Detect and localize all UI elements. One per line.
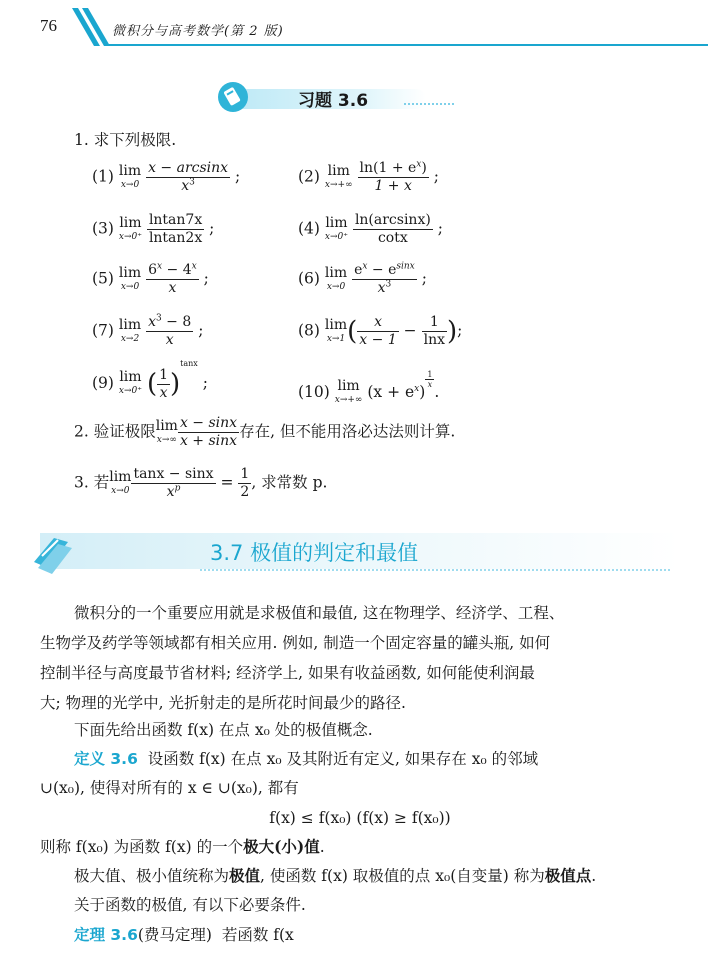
definition-3-6-line3: 则称 f(x₀) 为函数 f(x) 的一个极大(小)值.	[40, 837, 325, 856]
limit-operator: lim x→0	[324, 264, 348, 292]
exercise-item-8: (8) lim x→1 ( $\frac{x}{x - 1}$ − $\frac{1}{\ln x}$ );	[298, 314, 463, 348]
fraction: $\frac{\ln(\arcsin x)}{\cot x}$	[354, 212, 431, 246]
fraction: $\frac{1}{x}$	[159, 366, 169, 401]
page-number: 76	[40, 16, 57, 35]
limit-operator: lim x→0	[118, 264, 142, 292]
limit-operator: lim x→0⁺	[324, 214, 348, 242]
intro-paragraph: 微积分的一个重要应用就是求极值和最值, 这在物理学、经济学、工程、 生物学及药学等领域都有相关应用. 例如, 制造一个固定容量的罐头瓶, 如何 控制半径与高度最节省材料; 经济学上, 如果有收益函数, 如何能使利润最 大; 物理的光学中, 光折射走的是所花时间最少的路径.	[40, 604, 565, 712]
limit-operator: lim x→+∞	[334, 378, 363, 405]
extremum-terms-paragraph: 极大值、极小值统称为极值, 使函数 f(x) 取极值的点 x₀(自变量) 称为极值点.	[74, 866, 597, 885]
exercise-item-6: (6) lim x→0 $\frac{e^x - e^{sinx}}{x^3}$ ;	[298, 261, 427, 296]
exercise-item-9: (9) lim x→0⁺ ( $\frac{1}{x}$ )$^{tanx}$ ;	[92, 359, 208, 401]
fraction: $\frac{6^x - 4^x}{x}$	[148, 261, 197, 296]
question-2: 2. 验证极限 lim x→∞ $\frac{x - \sin x}{x + \sin x}$ 存在, 但不能用洛必达法则计算.	[74, 415, 456, 449]
exercise-item-2: (2) lim x→+∞ $\frac{\ln(1 + e^x)}{1 + x}$ ;	[298, 159, 439, 194]
exercise-item-3: (3) lim x→0⁺ $\frac{lntan7x}{lntan2x}$ ;	[92, 212, 215, 246]
book-stack-icon	[28, 528, 80, 580]
question-3: 3. 若 lim x→0 $\frac{\tan x - \sin x}{x^p}$ = $\frac{1}{2}$ , 求常数 p.	[74, 466, 328, 500]
theorem-label: 定理 3.6	[74, 926, 138, 944]
exercise-title-dots	[404, 103, 454, 105]
fraction: $\frac{x}{x - 1}$	[359, 314, 397, 348]
theorem-3-6-line: 定理 3.6(费马定理) 若函数 f(x	[74, 926, 294, 944]
extremum-intro-line: 下面先给出函数 f(x) 在点 x₀ 处的极值概念.	[74, 721, 373, 739]
limit-operator: lim x→0	[118, 162, 142, 190]
limit-operator: lim x→0⁺	[118, 369, 142, 396]
fraction: $\frac{lntan7x}{lntan2x}$	[148, 212, 203, 246]
limit-operator: lim x→1	[324, 316, 348, 344]
page-cutoff-fade	[330, 918, 630, 950]
exercise-item-10: (10) lim x→+∞ $(x + e^x)$ $\frac{1}{x}$ .	[298, 370, 440, 405]
book-title: 微积分与高考数学(第 2 版)	[112, 24, 284, 39]
fraction: $\frac{1}{\ln x}$	[423, 314, 445, 348]
limit-operator: lim x→2	[118, 316, 142, 344]
exercise-item-5: (5) lim x→0 $\frac{6^x - 4^x}{x}$ ;	[92, 261, 209, 296]
necessary-condition-line: 关于函数的极值, 有以下必要条件.	[74, 896, 306, 914]
section-title-dots	[200, 569, 670, 571]
fraction: $\frac{x - \arcsin x}{x^3}$	[148, 160, 229, 194]
exercise-item-4: (4) lim x→0⁺ $\frac{\ln(\arcsin x)}{\cot x}$ ;	[298, 212, 443, 246]
item-label: (1)	[92, 167, 114, 186]
fraction: $\frac{x^3 - 8}{x}$	[148, 313, 192, 348]
question-1-intro: 1. 求下列极限.	[74, 131, 177, 149]
pencil-badge-icon	[216, 80, 250, 114]
limit-operator: lim x→+∞	[324, 162, 353, 190]
exercise-item-7: (7) lim x→2 $\frac{x^3 - 8}{x}$ ;	[92, 313, 204, 348]
exercise-title: 习题 3.6	[298, 91, 369, 111]
definition-3-6-line1: 定义 3.6 设函数 f(x) 在点 x₀ 及其附近有定义, 如果存在 x₀ 的邻域	[74, 750, 539, 768]
definition-formula: f(x) ≤ f(x₀) (f(x) ≥ f(x₀))	[269, 809, 451, 827]
fraction: $\frac{e^x - e^{sinx}}{x^3}$	[354, 261, 415, 296]
header-stripes-decoration	[70, 8, 110, 46]
header-rule	[108, 44, 708, 46]
exercise-item-1: (1) lim x→0 $\frac{x - \arcsin x}{x^3}$ ;	[92, 160, 241, 194]
limit-operator: lim x→0⁺	[118, 214, 142, 242]
section-title: 3.7 极值的判定和最值	[210, 541, 419, 565]
definition-3-6-line2: ∪(x₀), 使得对所有的 x ∈ ∪(x₀), 都有	[40, 779, 299, 797]
fraction: $\frac{\ln(1 + e^x)}{1 + x}$	[359, 159, 427, 194]
definition-label: 定义 3.6	[74, 750, 138, 768]
